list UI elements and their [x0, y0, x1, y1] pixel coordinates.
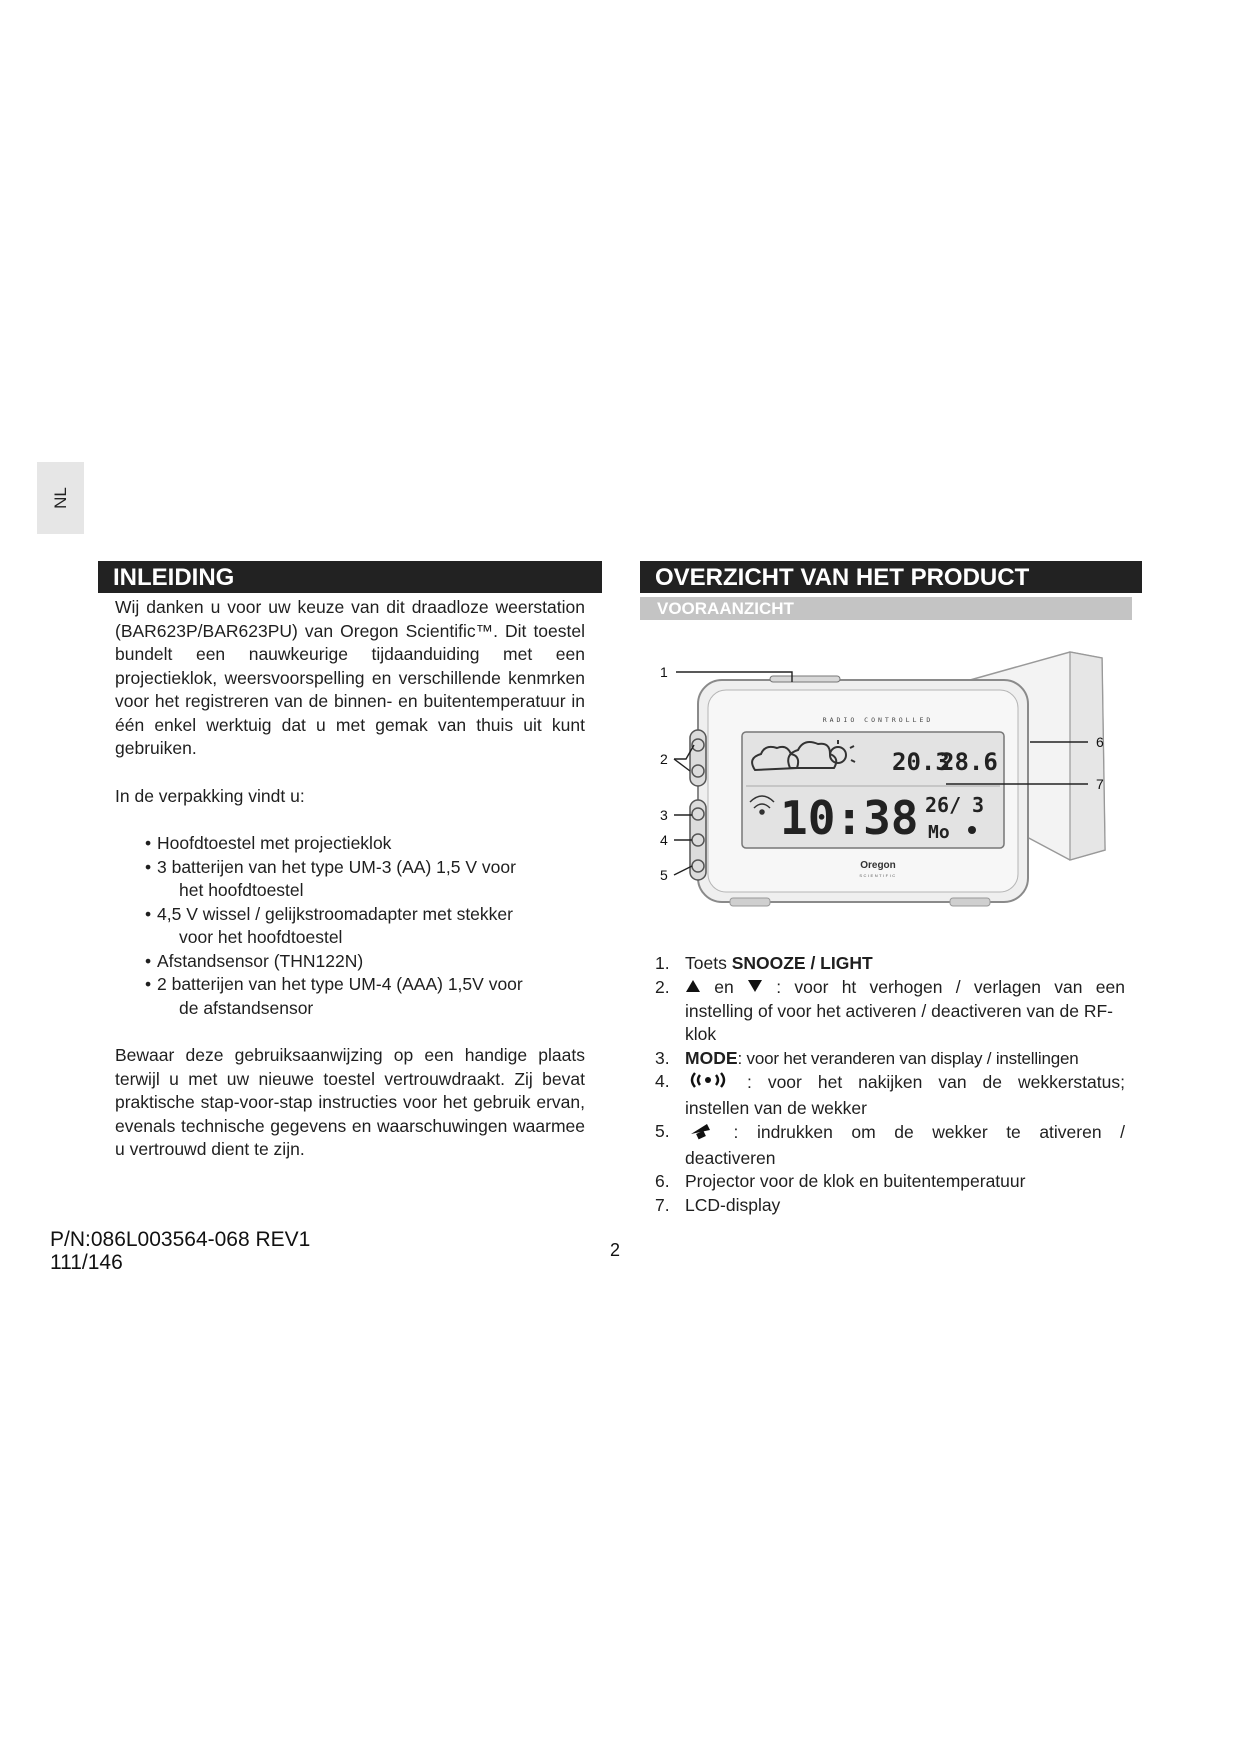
callout-7: 7 [1096, 776, 1104, 792]
list-item: • Afstandsensor (THN122N) [145, 950, 585, 974]
alarm-status-button [692, 834, 704, 846]
list-item: • 3 batterijen van het type UM-3 (AA) 1,5 V voor het hoofdtoestel [145, 856, 585, 903]
callout-5: 5 [660, 867, 668, 883]
up-arrow-icon [685, 976, 701, 1000]
page-number: 2 [610, 1240, 621, 1260]
product-front-view-figure [650, 640, 1130, 950]
lcd-day: Mo [928, 822, 950, 843]
language-tab [37, 462, 84, 534]
side-buttons [690, 730, 706, 880]
callout-2: 2 [660, 751, 668, 767]
part-number-footer: P/N:086L003564-068 REV1 111/146 [50, 1228, 311, 1274]
intro-heading: INLEIDING [98, 561, 602, 593]
radio-controlled-label: RADIO CONTROLLED [822, 716, 934, 724]
front-view-subheading: VOORAANZICHT [640, 597, 1132, 620]
brand-sub: SCIENTIFIC [859, 873, 897, 878]
part-6: 6. Projector voor de klok en buitentemperatuur [655, 1171, 1026, 1192]
alarm-signal-icon [685, 1070, 731, 1097]
overview-heading: OVERZICHT VAN HET PRODUCT [640, 561, 1142, 593]
part-7: 7. LCD-display [655, 1194, 781, 1215]
alarm-bell-icon [685, 1120, 715, 1147]
packaging-list [115, 832, 585, 1020]
language-label: NL [50, 487, 70, 509]
alarm-button [692, 860, 704, 872]
outdoor-temperature: 28.6 [940, 748, 998, 776]
mode-button [692, 808, 704, 820]
part-5: 5. : indrukken om de wekker te ativeren / deactiveren [655, 1121, 1125, 1168]
lcd-date: 26/ [925, 793, 962, 817]
brand-logo: Oregon [860, 860, 896, 871]
part-4: 4. : voor het nakijken van de wekkerstatus; instellen van de wekker [655, 1071, 1125, 1118]
list-item: • 4,5 V wissel / gelijkstroomadapter met stekker voor het hoofdtoestel [145, 903, 585, 950]
down-button [692, 765, 704, 777]
indoor-temperature: 20.3 [892, 748, 950, 776]
parts-list [655, 952, 1125, 1217]
lcd-month: 3 [972, 793, 985, 817]
lcd-time: 10:38 [780, 791, 919, 845]
packaging-intro: In de verpakking vindt u: [115, 785, 305, 806]
snooze-light-button [770, 676, 840, 682]
callout-6: 6 [1096, 734, 1104, 750]
part-2: 2. en : voor ht verhogen / verlagen van een instelling of voor het activeren / deactiveren van de RF-klok [655, 976, 1125, 1045]
intro-column [115, 596, 585, 1162]
callout-3: 3 [660, 807, 668, 823]
intro-paragraph: Wij danken u voor uw keuze van dit draadloze weerstation (BAR623P/BAR623PU) van Oregon Scientific™. Dit toestel bundelt een nauwkeurige tijdaanduiding met een projectieklok, weersvoorspelling en verschillende kenmrken voor het registreren van de binnen- en buitentemperatuur in één enkel werktuig dat u met gemak van thuis uit kunt gebruiken. [115, 597, 585, 758]
storage-paragraph: Bewaar deze gebruiksaanwijzing op een handige plaats terwijl u met uw nieuwe toestel vertrouwdraakt. Zij bevat praktische stap-voor-stap instructies voor het gebruik ervan, evenals technische gegevens en waarschuwingen waarmee u vertrouwd dient te zijn. [115, 1045, 585, 1159]
part-3: 3. MODE: voor het veranderen van display / instellingen [655, 1047, 1079, 1068]
callout-4: 4 [660, 832, 668, 848]
down-arrow-icon [747, 976, 763, 1000]
part-1: 1. Toets SNOOZE / LIGHT [655, 953, 873, 973]
callout-1: 1 [660, 664, 668, 680]
list-item: • 2 batterijen van het type UM-4 (AAA) 1,5V voor de afstandsensor [145, 973, 585, 1020]
list-item: • Hoofdtoestel met projectieklok [145, 832, 585, 856]
